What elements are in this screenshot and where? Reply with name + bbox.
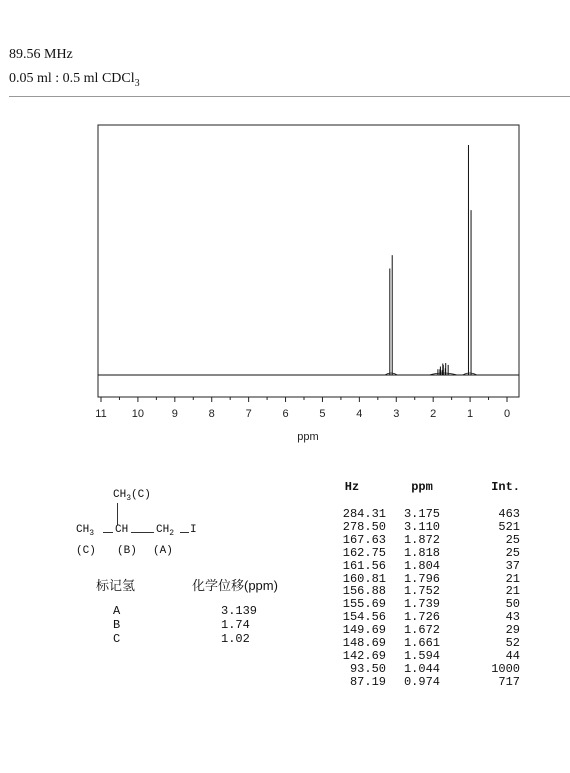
cell-hz: 160.81	[342, 571, 386, 586]
assign-row-b-shift: 1.74	[221, 618, 250, 632]
cell-ppm: 1.872	[403, 532, 440, 547]
cell-ppm: 1.796	[403, 571, 440, 586]
cell-ppm: 3.110	[403, 519, 440, 534]
label-a: (A)	[153, 545, 173, 557]
bond-right	[131, 532, 154, 533]
x-tick-label: 11	[95, 408, 107, 420]
cell-ppm: 1.752	[403, 584, 440, 599]
x-tick-label: 9	[171, 408, 178, 420]
table-row	[318, 663, 520, 676]
cell-hz: 154.56	[342, 610, 386, 625]
sample-subscript: 3	[134, 78, 140, 89]
cell-hz: 93.50	[349, 661, 386, 676]
cell-int: 21	[505, 584, 520, 599]
table-row	[318, 560, 520, 573]
label-b: (B)	[117, 545, 137, 557]
table-row	[318, 508, 520, 521]
cell-hz: 161.56	[342, 558, 386, 573]
assign-row-c-label: C	[113, 632, 121, 646]
x-tick-label: 8	[208, 408, 215, 420]
cell-ppm: 1.044	[403, 661, 440, 676]
cell-int: 52	[505, 636, 520, 651]
cell-hz: 284.31	[342, 507, 386, 521]
cell-hz: 142.69	[342, 648, 386, 663]
x-tick-label: 1	[467, 408, 474, 420]
table-row	[318, 650, 520, 663]
x-tick-label: 3	[393, 408, 400, 420]
sample-text: 0.05 ml : 0.5 ml CDCl	[9, 71, 135, 86]
table-row	[318, 676, 520, 689]
cell-int: 463	[498, 507, 520, 521]
cell-hz: 148.69	[342, 636, 386, 651]
cell-hz: 149.69	[342, 623, 386, 638]
cell-hz: 162.75	[342, 545, 386, 560]
cell-int: 717	[498, 674, 520, 689]
assign-header-shift: 化学位移(ppm)	[192, 578, 278, 593]
assign-row-a-shift: 3.139	[221, 604, 258, 618]
bond-vertical	[117, 503, 118, 525]
header-hz: Hz	[344, 480, 360, 494]
cell-int: 25	[505, 545, 520, 560]
header-ppm: ppm	[411, 480, 433, 494]
cell-int: 1000	[491, 661, 520, 676]
cell-hz: 87.19	[349, 674, 386, 689]
peak-table	[318, 480, 520, 689]
label-c: (C)	[76, 545, 96, 557]
cell-ppm: 1.661	[403, 636, 440, 651]
cell-ppm: 1.739	[403, 597, 440, 612]
methyl-left-group: $CH_3$	[76, 524, 95, 539]
x-tick-label: 5	[319, 408, 326, 420]
assign-row-c-shift: 1.02	[221, 632, 250, 646]
cell-int: 44	[505, 648, 520, 663]
peak-table-header	[318, 480, 520, 508]
cell-hz: 278.50	[342, 519, 386, 534]
cell-hz: 155.69	[342, 597, 386, 612]
peak-layer	[98, 145, 519, 375]
table-row	[318, 547, 520, 560]
methyl-top-group: $CH_3(C)$	[113, 489, 151, 504]
cell-int: 521	[498, 519, 520, 534]
cell-ppm: 1.804	[403, 558, 440, 573]
x-tick-label: 10	[131, 408, 145, 420]
x-tick-label: 2	[430, 408, 437, 420]
assign-header-label: 标记氢	[96, 578, 136, 593]
cell-int: 21	[505, 571, 520, 586]
cell-hz: 156.88	[342, 584, 386, 599]
cell-int: 25	[505, 532, 520, 547]
x-axis-ticks	[95, 397, 510, 420]
iodine-atom: I	[190, 524, 197, 536]
table-row	[318, 534, 520, 547]
cell-hz: 167.63	[342, 532, 386, 547]
x-axis-label: ppm	[297, 431, 319, 443]
cell-int: 37	[505, 558, 520, 573]
plot-frame	[98, 125, 519, 397]
assign-row-b-label: B	[113, 618, 121, 632]
cell-ppm: 1.672	[403, 623, 440, 638]
x-tick-label: 6	[282, 408, 289, 420]
cell-ppm: 1.594	[403, 648, 440, 663]
cell-ppm: 0.974	[403, 674, 440, 689]
bond-left	[103, 532, 113, 533]
cell-ppm: 3.175	[403, 507, 440, 521]
cell-int: 43	[505, 610, 520, 625]
cell-ppm: 1.818	[403, 545, 440, 560]
cell-int: 50	[505, 597, 520, 612]
peak-table-body	[318, 508, 520, 689]
x-tick-label: 0	[503, 408, 511, 420]
x-tick-label: 4	[356, 408, 363, 420]
cell-ppm: 1.726	[403, 610, 440, 625]
bond-iodine	[180, 532, 189, 533]
header-int: Int.	[491, 480, 520, 494]
assign-row-a-label: A	[113, 604, 121, 618]
spectrometer-frequency: 89.56 MHz	[9, 47, 73, 62]
x-tick-label: 7	[245, 408, 252, 420]
cell-int: 29	[505, 623, 520, 638]
table-row	[318, 521, 520, 534]
methylene-group: $CH_2$	[156, 524, 175, 539]
methine-group: CH	[115, 524, 129, 536]
